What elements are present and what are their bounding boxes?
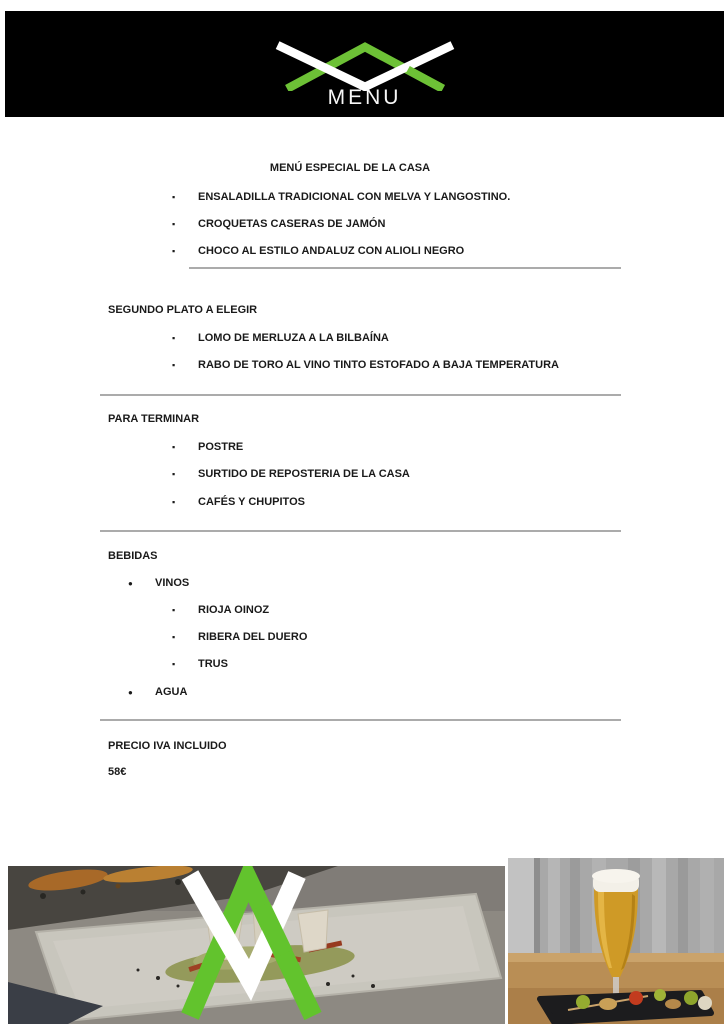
menu-item-label: SURTIDO DE REPOSTERIA DE LA CASA <box>198 468 410 480</box>
menu-item <box>172 630 307 644</box>
menu-item-label: POSTRE <box>198 441 244 453</box>
menu-item <box>172 190 510 204</box>
drinks-group <box>128 576 189 590</box>
menu-item <box>172 657 228 671</box>
price-note: PRECIO IVA INCLUIDO <box>108 740 227 752</box>
square-bullet-icon: ▪ <box>172 497 176 507</box>
menu-section-title-drinks: BEBIDAS <box>108 550 158 562</box>
menu-item <box>172 440 243 454</box>
menu-item <box>172 244 464 258</box>
drinks-group-label: VINOS <box>155 577 190 589</box>
menu-item-label: TRUS <box>198 658 228 670</box>
square-bullet-icon: ▪ <box>172 469 176 479</box>
square-bullet-icon: ▪ <box>172 219 176 229</box>
drinks-group <box>128 685 187 699</box>
drinks-group-label: AGUA <box>155 686 188 698</box>
menu-item-label: ENSALADILLA TRADICIONAL CON MELVA Y LANGOSTINO. <box>198 191 511 203</box>
section-divider <box>100 530 621 532</box>
menu-item <box>172 331 389 345</box>
square-bullet-icon: ▪ <box>172 246 176 256</box>
square-bullet-icon: ▪ <box>172 192 176 202</box>
section-divider <box>189 267 621 269</box>
plated-dish-photo <box>8 866 505 1024</box>
square-bullet-icon: ▪ <box>172 605 176 615</box>
round-bullet-icon: ● <box>128 578 133 588</box>
round-bullet-icon: ● <box>128 687 133 697</box>
section-divider <box>100 394 621 396</box>
menu-item <box>172 603 269 617</box>
menu-item <box>172 467 410 481</box>
menu-section-title-course3: PARA TERMINAR <box>108 413 200 425</box>
square-bullet-icon: ▪ <box>172 360 176 370</box>
section-divider <box>100 719 621 721</box>
plated-dish-photo-image <box>8 866 505 1024</box>
menu-item-label: RIOJA OINOZ <box>198 604 270 616</box>
menu-item-label: RIBERA DEL DUERO <box>198 631 308 643</box>
menu-section-title-course2: SEGUNDO PLATO A ELEGIR <box>108 304 258 316</box>
menu-item <box>172 217 385 231</box>
menu-item-label: CROQUETAS CASERAS DE JAMÓN <box>198 218 386 230</box>
menu-item-label: CAFÉS Y CHUPITOS <box>198 496 305 508</box>
av-monogram-logo-icon <box>270 41 460 91</box>
page-title: MENU <box>327 86 402 109</box>
menu-section-title-course1: MENÚ ESPECIAL DE LA CASA <box>269 162 431 174</box>
beer-appetizers-photo-image <box>508 858 724 1024</box>
price-value: 58€ <box>108 766 127 778</box>
header-banner <box>5 11 724 117</box>
menu-item-label: CHOCO AL ESTILO ANDALUZ CON ALIOLI NEGRO <box>198 245 465 257</box>
menu-item-label: RABO DE TORO AL VINO TINTO ESTOFADO A BAJA TEMPERATURA <box>198 359 559 371</box>
beer-appetizers-photo <box>508 858 724 1024</box>
square-bullet-icon: ▪ <box>172 442 176 452</box>
square-bullet-icon: ▪ <box>172 333 176 343</box>
menu-item <box>172 358 559 372</box>
square-bullet-icon: ▪ <box>172 659 176 669</box>
menu-item-label: LOMO DE MERLUZA A LA BILBAÍNA <box>198 332 389 344</box>
square-bullet-icon: ▪ <box>172 632 176 642</box>
menu-item <box>172 495 305 509</box>
